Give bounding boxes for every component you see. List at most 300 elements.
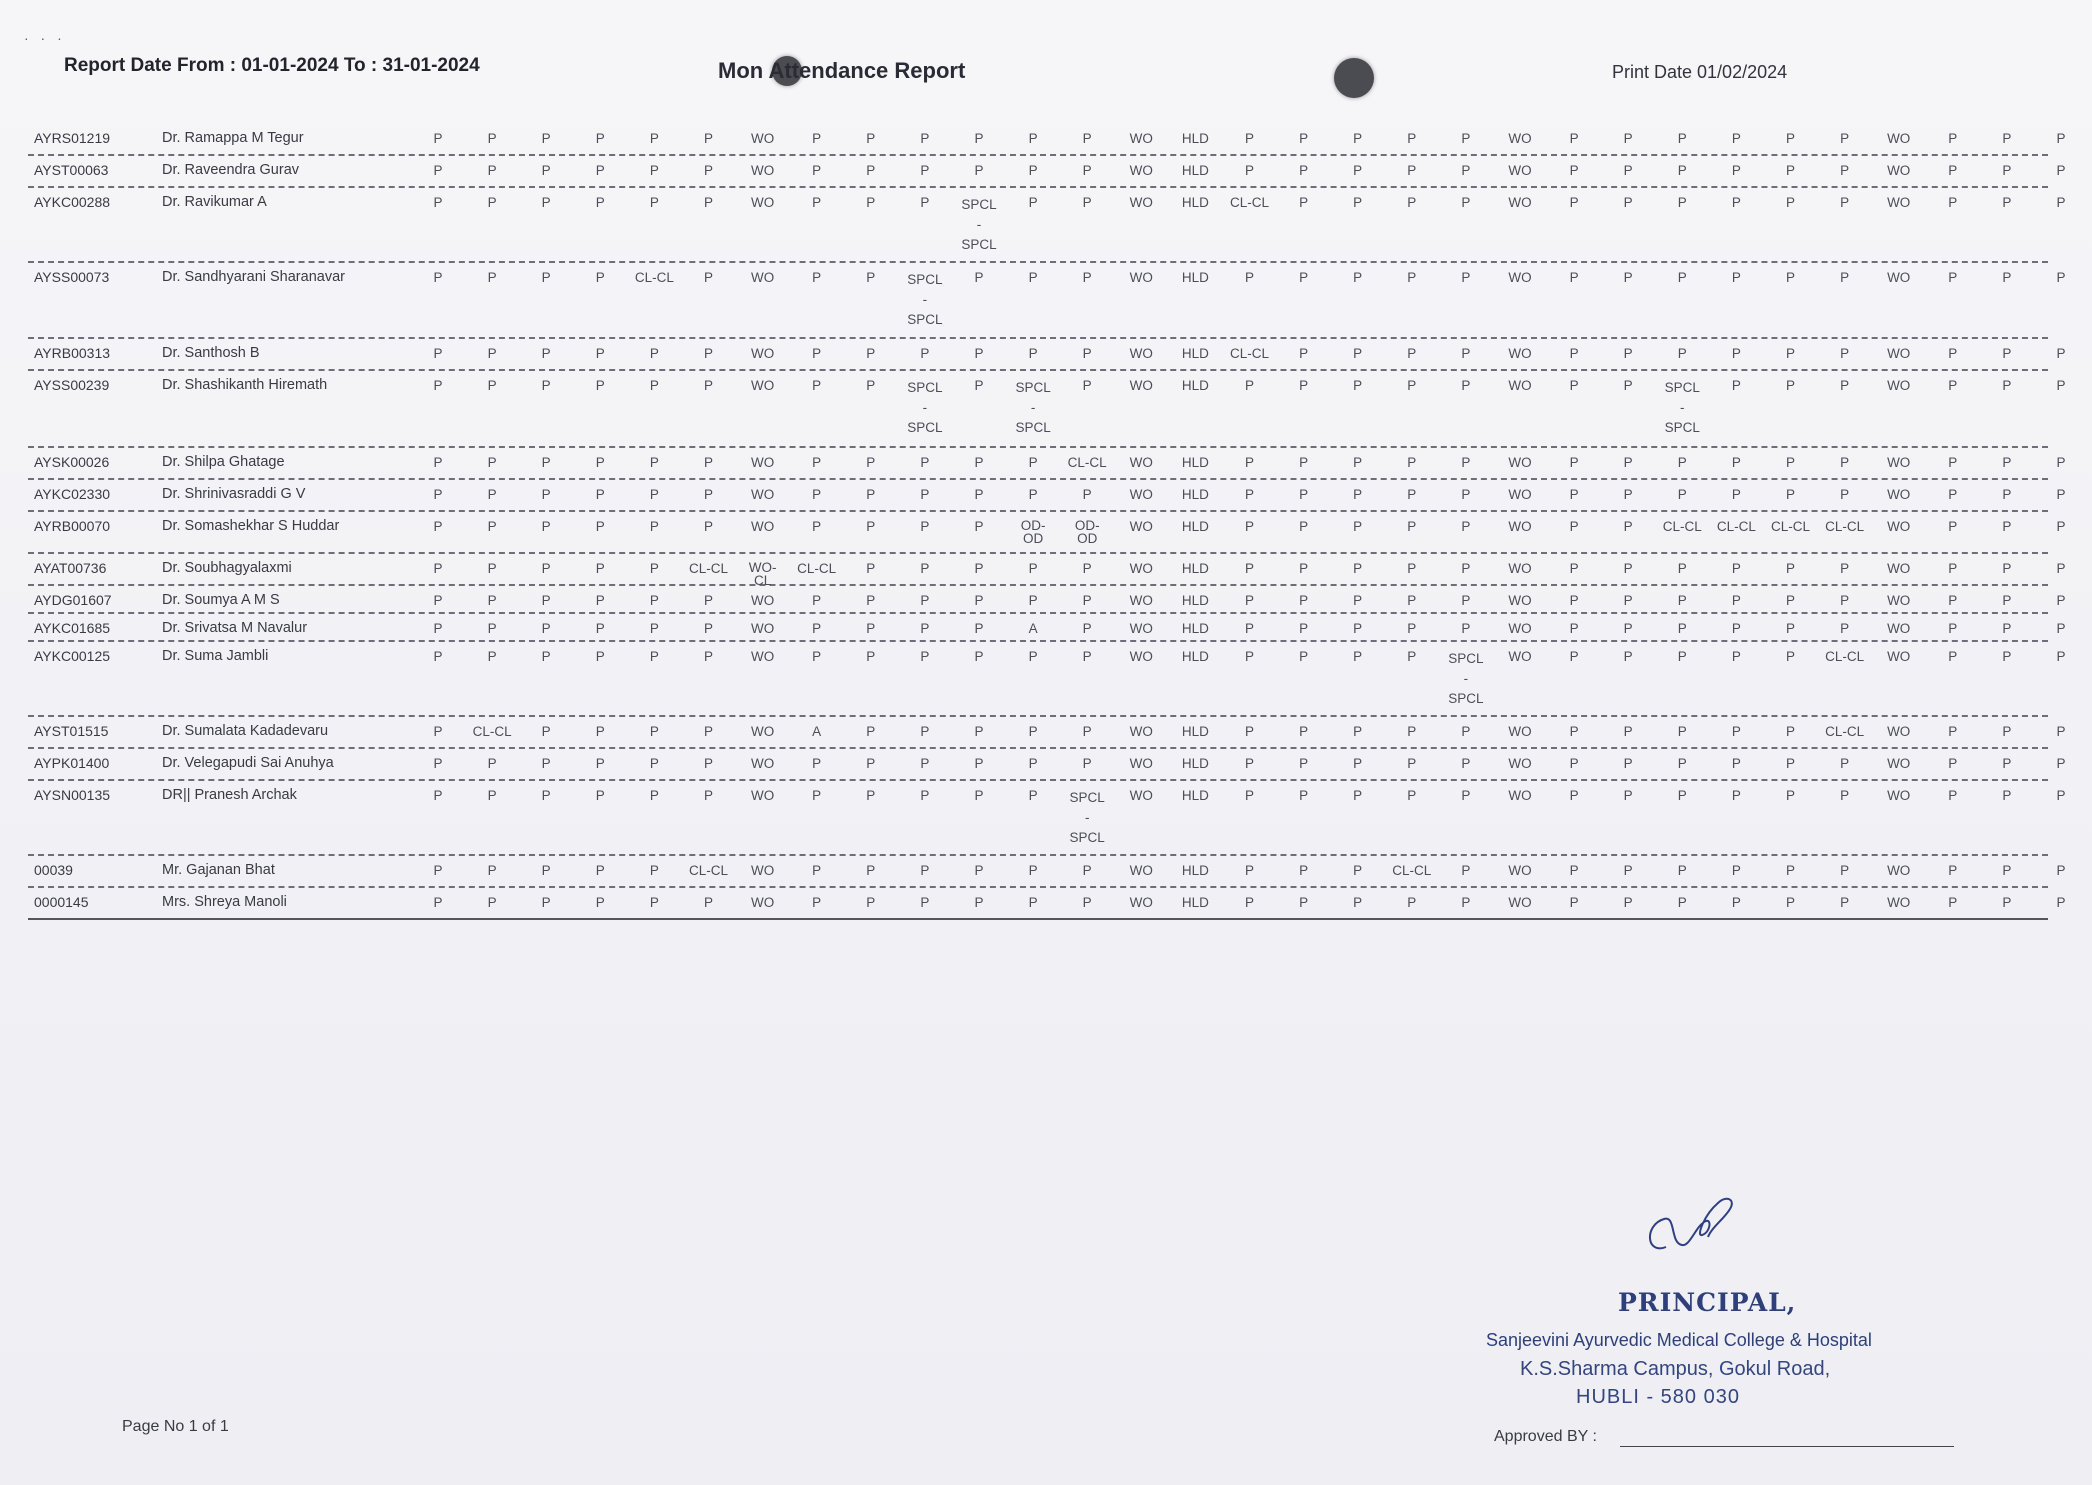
day-status-cell: P xyxy=(812,788,822,803)
day-status-cell: P xyxy=(1244,593,1254,608)
day-status-cell: P xyxy=(1948,756,1958,771)
day-status-cell: P xyxy=(1623,724,1633,739)
day-status-cell: WO xyxy=(1508,519,1532,534)
day-status-cell: P xyxy=(1461,163,1471,178)
day-status-cell: P xyxy=(1299,455,1309,470)
day-status-cell: P xyxy=(866,455,876,470)
day-status-cell: P xyxy=(1731,270,1741,285)
day-status-cell: WO xyxy=(750,163,775,178)
day-status-cell: WO xyxy=(1508,593,1532,608)
day-status-cell: P xyxy=(1407,788,1417,803)
day-status-cell: P xyxy=(2002,895,2012,910)
day-status-cell: P xyxy=(595,455,605,470)
table-row xyxy=(28,586,2066,614)
day-status-cell: P xyxy=(812,131,822,146)
employee-name: Dr. Shilpa Ghatage xyxy=(162,454,285,470)
day-status-cell: P xyxy=(1623,519,1633,534)
day-status-cell: P xyxy=(974,561,984,576)
day-status-cell: P xyxy=(1623,621,1633,636)
day-status-cell: P xyxy=(1461,519,1471,534)
employee-code: 00039 xyxy=(34,862,73,878)
day-status-cell: P xyxy=(1407,621,1417,636)
day-status-cell: P xyxy=(1299,593,1309,608)
day-status-cell: P xyxy=(1840,455,1850,470)
day-status-cell: P xyxy=(2056,270,2066,285)
day-status-cell: CL-CL xyxy=(1229,346,1269,361)
day-status-cell: P xyxy=(1353,519,1363,534)
employee-name: Dr. Sumalata Kadadevaru xyxy=(162,723,329,739)
table-row xyxy=(28,749,2066,781)
day-status-cell: WO xyxy=(1129,863,1153,878)
employee-name: DR|| Pranesh Archak xyxy=(162,787,297,803)
day-status-cell: P xyxy=(866,593,876,608)
day-status-cell: P xyxy=(1244,895,1254,910)
day-status-cell: WO xyxy=(1129,519,1153,534)
day-status-cell: WO xyxy=(1129,895,1153,910)
day-status-cell: P xyxy=(1353,131,1363,146)
day-status-cell: P xyxy=(595,487,605,502)
day-status-cell: P xyxy=(1785,163,1795,178)
day-status-cell: P xyxy=(866,863,876,878)
day-status-cell: P xyxy=(595,788,605,803)
day-status-cell: WO xyxy=(1508,863,1532,878)
day-status-cell: P xyxy=(920,561,930,576)
day-status-cell: P xyxy=(2056,895,2066,910)
day-status-cell: WO xyxy=(1129,270,1153,285)
day-status-cell: P xyxy=(2002,649,2012,664)
day-status-cell: P xyxy=(703,649,713,664)
day-status-cell: WO xyxy=(1887,131,1911,146)
day-status-cell: WO xyxy=(750,863,775,878)
day-status-cell: P xyxy=(2056,519,2066,534)
day-status-cell: CL-CL xyxy=(1229,195,1269,210)
day-status-cell: P xyxy=(1840,195,1850,210)
day-status-cell: WO xyxy=(1129,788,1153,803)
day-status-cell: P xyxy=(1731,756,1741,771)
day-status-cell: P xyxy=(703,724,713,739)
day-status-cell: WO xyxy=(1887,863,1911,878)
day-status-cell: WO xyxy=(1508,131,1532,146)
day-status-cell: P xyxy=(1028,163,1038,178)
day-status-cell: SPCL - SPCL xyxy=(907,380,943,435)
employee-code: AYSK00026 xyxy=(34,454,110,470)
day-status-cell: P xyxy=(1840,788,1850,803)
day-status-cell: P xyxy=(1840,378,1850,393)
day-status-cell: P xyxy=(487,270,497,285)
day-status-cell: P xyxy=(2056,863,2066,878)
day-status-cell: CL-CL xyxy=(1770,519,1810,534)
day-status-cell: P xyxy=(1948,593,1958,608)
day-status-cell: P xyxy=(920,756,930,771)
day-status-cell: P xyxy=(595,895,605,910)
day-status-cell: P xyxy=(1731,346,1741,361)
day-status-cell: P xyxy=(1731,163,1741,178)
day-status-cell: P xyxy=(1623,455,1633,470)
day-status-cell: CL-CL xyxy=(1392,863,1432,878)
day-status-cell: P xyxy=(974,346,984,361)
day-status-cell: P xyxy=(1731,487,1741,502)
day-status-cell: WO xyxy=(750,195,775,210)
day-status-cell: WO xyxy=(1887,788,1911,803)
day-status-cell: P xyxy=(974,378,984,393)
day-status-cell: WO xyxy=(1129,346,1153,361)
day-status-cell: P xyxy=(541,195,551,210)
day-status-cell: P xyxy=(1082,487,1092,502)
day-status-cell: P xyxy=(1353,455,1363,470)
day-status-cell: P xyxy=(974,724,984,739)
day-status-cell: P xyxy=(1731,724,1741,739)
day-status-cell: P xyxy=(812,455,822,470)
day-status-cell: P xyxy=(1677,487,1687,502)
day-status-cell: P xyxy=(1082,195,1092,210)
day-status-cell: P xyxy=(2002,593,2012,608)
day-status-cell: WO xyxy=(1887,593,1911,608)
day-status-cell: P xyxy=(1948,487,1958,502)
day-status-cell: P xyxy=(920,195,930,210)
day-status-cell: HLD xyxy=(1181,346,1209,361)
day-status-cell: P xyxy=(1244,131,1254,146)
day-status-cell: HLD xyxy=(1181,895,1209,910)
day-status-cell: P xyxy=(433,346,443,361)
day-status-cell: P xyxy=(2002,346,2012,361)
day-status-cell: CL-CL xyxy=(1067,455,1107,470)
day-status-cell: P xyxy=(866,519,876,534)
day-status-cell: SPCL - SPCL xyxy=(1448,651,1484,706)
day-status-cell: HLD xyxy=(1181,649,1209,664)
approved-by-label: Approved BY : xyxy=(1494,1428,1597,1445)
day-status-cell: P xyxy=(1299,519,1309,534)
day-status-cell: P xyxy=(1677,621,1687,636)
day-status-cell: P xyxy=(1082,724,1092,739)
day-status-cell: WO xyxy=(1129,378,1153,393)
day-status-cell: P xyxy=(1948,455,1958,470)
day-status-cell: P xyxy=(541,163,551,178)
day-status-cell: P xyxy=(866,487,876,502)
day-status-cell: P xyxy=(1028,788,1038,803)
day-status-cell: P xyxy=(1623,649,1633,664)
day-status-cell: P xyxy=(1677,131,1687,146)
day-status-cell: P xyxy=(1353,195,1363,210)
day-status-cell: P xyxy=(1299,863,1309,878)
day-status-cell: P xyxy=(2056,788,2066,803)
day-status-cell: P xyxy=(2056,163,2066,178)
day-status-cell: P xyxy=(541,649,551,664)
employee-code: AYST01515 xyxy=(34,723,109,739)
day-status-cell: P xyxy=(649,649,659,664)
day-status-cell: P xyxy=(2056,621,2066,636)
table-row xyxy=(28,888,2066,920)
day-status-cell: P xyxy=(541,346,551,361)
day-status-cell: P xyxy=(812,519,822,534)
day-status-cell: P xyxy=(595,649,605,664)
day-status-cell: P xyxy=(1407,131,1417,146)
day-status-cell: WO xyxy=(1887,724,1911,739)
day-status-cell: P xyxy=(1244,788,1254,803)
day-status-cell: P xyxy=(1299,724,1309,739)
day-status-cell: P xyxy=(1569,455,1579,470)
day-status-cell: P xyxy=(541,621,551,636)
day-status-cell: P xyxy=(2002,487,2012,502)
day-status-cell: P xyxy=(1569,487,1579,502)
day-status-cell: P xyxy=(1299,561,1309,576)
day-status-cell: P xyxy=(920,788,930,803)
employee-code: AYKC00125 xyxy=(34,648,111,664)
day-status-cell: P xyxy=(1353,346,1363,361)
day-status-cell: P xyxy=(1623,863,1633,878)
employee-name: Dr. Ramappa M Tegur xyxy=(162,130,304,146)
day-status-cell: P xyxy=(1244,270,1254,285)
day-status-cell: P xyxy=(595,593,605,608)
employee-code: AYKC01685 xyxy=(34,620,111,636)
day-status-cell: P xyxy=(812,163,822,178)
day-status-cell: P xyxy=(1299,195,1309,210)
day-status-cell: P xyxy=(433,455,443,470)
day-status-cell: HLD xyxy=(1181,163,1209,178)
day-status-cell: WO xyxy=(1508,788,1532,803)
day-status-cell: P xyxy=(1785,487,1795,502)
day-status-cell: WO xyxy=(1508,378,1532,393)
employee-name: Dr. Shrinivasraddi G V xyxy=(162,486,306,502)
day-status-cell: P xyxy=(1028,649,1038,664)
day-status-cell: P xyxy=(1785,593,1795,608)
day-status-cell: WO xyxy=(1508,195,1532,210)
day-status-cell: P xyxy=(1028,756,1038,771)
day-status-cell: P xyxy=(541,270,551,285)
day-status-cell: P xyxy=(1785,724,1795,739)
employee-code: AYRS01219 xyxy=(34,130,111,146)
day-status-cell: P xyxy=(1677,649,1687,664)
day-status-cell: WO xyxy=(1887,455,1911,470)
day-status-cell: WO xyxy=(1508,455,1532,470)
day-status-cell: P xyxy=(1569,649,1579,664)
day-status-cell: A xyxy=(1028,621,1038,636)
day-status-cell: P xyxy=(649,163,659,178)
day-status-cell: P xyxy=(1353,788,1363,803)
day-status-cell: P xyxy=(974,519,984,534)
day-status-cell: WO xyxy=(1508,163,1532,178)
employee-name: Dr. Suma Jambli xyxy=(162,648,269,664)
day-status-cell: CL-CL xyxy=(688,561,728,576)
day-status-cell: P xyxy=(1785,270,1795,285)
day-status-cell: P xyxy=(1623,895,1633,910)
day-status-cell: P xyxy=(1569,163,1579,178)
day-status-cell: P xyxy=(1569,895,1579,910)
day-status-cell: P xyxy=(541,455,551,470)
day-status-cell: WO xyxy=(1129,561,1153,576)
day-status-cell: P xyxy=(1407,346,1417,361)
day-status-cell: HLD xyxy=(1181,724,1209,739)
day-status-cell: P xyxy=(703,788,713,803)
day-status-cell: P xyxy=(2056,756,2066,771)
day-status-cell: P xyxy=(433,724,443,739)
day-status-cell: P xyxy=(1948,621,1958,636)
day-status-cell: P xyxy=(1244,756,1254,771)
day-status-cell: HLD xyxy=(1181,593,1209,608)
day-status-cell: CL-CL xyxy=(688,863,728,878)
day-status-cell: P xyxy=(1623,756,1633,771)
employee-code: AYSS00073 xyxy=(34,269,110,285)
day-status-cell: WO xyxy=(750,649,775,664)
day-status-cell: WO xyxy=(750,724,775,739)
day-status-cell: HLD xyxy=(1181,561,1209,576)
employee-name: Dr. Ravikumar A xyxy=(162,194,267,210)
day-status-cell: P xyxy=(1407,195,1417,210)
day-status-cell: WO xyxy=(1887,621,1911,636)
day-status-cell: P xyxy=(1785,895,1795,910)
employee-code: AYKC02330 xyxy=(34,486,111,502)
day-status-cell: P xyxy=(974,455,984,470)
day-status-cell: P xyxy=(1299,756,1309,771)
employee-name: Dr. Somashekhar S Huddar xyxy=(162,518,340,534)
day-status-cell: P xyxy=(433,561,443,576)
employee-code: AYST00063 xyxy=(34,162,109,178)
day-status-cell: WO xyxy=(1887,519,1911,534)
day-status-cell: P xyxy=(649,593,659,608)
day-status-cell: P xyxy=(433,863,443,878)
day-status-cell: P xyxy=(812,270,822,285)
day-status-cell: A xyxy=(812,724,822,739)
day-status-cell: SPCL - SPCL xyxy=(1069,790,1105,845)
day-status-cell: P xyxy=(812,756,822,771)
day-status-cell: P xyxy=(1623,195,1633,210)
day-status-cell: P xyxy=(1461,378,1471,393)
day-status-cell: P xyxy=(1028,724,1038,739)
day-status-cell: HLD xyxy=(1181,131,1209,146)
day-status-cell: WO xyxy=(1129,756,1153,771)
day-status-cell: P xyxy=(1569,863,1579,878)
day-status-cell: HLD xyxy=(1181,378,1209,393)
day-status-cell: WO xyxy=(1129,621,1153,636)
day-status-cell: P xyxy=(1353,863,1363,878)
day-status-cell: WO xyxy=(1508,487,1532,502)
day-status-cell: P xyxy=(1028,593,1038,608)
day-status-cell: P xyxy=(1731,863,1741,878)
day-status-cell: P xyxy=(1461,788,1471,803)
day-status-cell: P xyxy=(703,756,713,771)
day-status-cell: WO xyxy=(1508,621,1532,636)
day-status-cell: P xyxy=(1569,378,1579,393)
day-status-cell: P xyxy=(1407,649,1417,664)
day-status-cell: P xyxy=(1948,895,1958,910)
day-status-cell: WO xyxy=(1887,756,1911,771)
day-status-cell: P xyxy=(1948,346,1958,361)
day-status-cell: P xyxy=(1299,378,1309,393)
day-status-cell: P xyxy=(1353,593,1363,608)
punch-hole xyxy=(1334,58,1374,98)
day-status-cell: P xyxy=(1299,270,1309,285)
day-status-cell: P xyxy=(1244,724,1254,739)
day-status-cell: P xyxy=(974,788,984,803)
day-status-cell: P xyxy=(1840,756,1850,771)
day-status-cell: P xyxy=(1840,131,1850,146)
page-number: Page No 1 of 1 xyxy=(122,1418,229,1435)
day-status-cell: P xyxy=(866,270,876,285)
day-status-cell: P xyxy=(1948,561,1958,576)
day-status-cell: WO xyxy=(1129,649,1153,664)
day-status-cell: HLD xyxy=(1181,788,1209,803)
day-status-cell: P xyxy=(1353,561,1363,576)
day-status-cell: P xyxy=(1407,487,1417,502)
day-status-cell: P xyxy=(812,378,822,393)
day-status-cell: WO xyxy=(1129,131,1153,146)
day-status-cell: P xyxy=(487,649,497,664)
day-status-cell: P xyxy=(649,788,659,803)
day-status-cell: P xyxy=(1569,561,1579,576)
day-status-cell: P xyxy=(2002,163,2012,178)
day-status-cell: P xyxy=(595,561,605,576)
day-status-cell: P xyxy=(1623,593,1633,608)
day-status-cell: P xyxy=(2056,649,2066,664)
day-status-cell: P xyxy=(2056,487,2066,502)
day-status-cell: WO xyxy=(1887,378,1911,393)
day-status-cell: P xyxy=(433,378,443,393)
day-status-cell: P xyxy=(920,455,930,470)
day-status-cell: P xyxy=(1840,346,1850,361)
day-status-cell: P xyxy=(1353,621,1363,636)
day-status-cell: WO xyxy=(1129,724,1153,739)
day-status-cell: P xyxy=(1244,163,1254,178)
day-status-cell: P xyxy=(1569,724,1579,739)
day-status-cell: P xyxy=(974,163,984,178)
day-status-cell: P xyxy=(1082,346,1092,361)
day-status-cell: P xyxy=(812,195,822,210)
day-status-cell: P xyxy=(1461,195,1471,210)
day-status-cell: P xyxy=(1948,649,1958,664)
day-status-cell: P xyxy=(649,519,659,534)
day-status-cell: P xyxy=(974,895,984,910)
day-status-cell: P xyxy=(1461,270,1471,285)
day-status-cell: P xyxy=(1299,487,1309,502)
day-status-cell: P xyxy=(920,593,930,608)
day-status-cell: P xyxy=(1244,621,1254,636)
day-status-cell: P xyxy=(541,487,551,502)
day-status-cell: P xyxy=(1785,346,1795,361)
day-status-cell: P xyxy=(595,724,605,739)
day-status-cell: P xyxy=(1461,863,1471,878)
day-status-cell: P xyxy=(1785,649,1795,664)
employee-name: Dr. Shashikanth Hiremath xyxy=(162,377,328,393)
day-status-cell: P xyxy=(1731,649,1741,664)
day-status-cell: P xyxy=(2002,788,2012,803)
day-status-cell: HLD xyxy=(1181,756,1209,771)
day-status-cell: HLD xyxy=(1181,519,1209,534)
table-row xyxy=(28,717,2066,749)
day-status-cell: WO- CL xyxy=(748,560,777,588)
day-status-cell: P xyxy=(1677,863,1687,878)
day-status-cell: WO xyxy=(750,756,775,771)
day-status-cell: P xyxy=(703,131,713,146)
day-status-cell: P xyxy=(2056,455,2066,470)
day-status-cell: P xyxy=(595,621,605,636)
table-row xyxy=(28,554,2066,588)
day-status-cell: P xyxy=(2002,131,2012,146)
day-status-cell: P xyxy=(920,863,930,878)
day-status-cell: P xyxy=(812,346,822,361)
day-status-cell: WO xyxy=(750,487,775,502)
day-status-cell: P xyxy=(1840,863,1850,878)
day-status-cell: P xyxy=(487,163,497,178)
day-status-cell: P xyxy=(1948,163,1958,178)
day-status-cell: P xyxy=(1244,519,1254,534)
day-status-cell: P xyxy=(595,270,605,285)
day-status-cell: P xyxy=(1785,788,1795,803)
day-status-cell: P xyxy=(1407,724,1417,739)
day-status-cell: P xyxy=(920,163,930,178)
day-status-cell: WO xyxy=(1887,346,1911,361)
day-status-cell: P xyxy=(703,163,713,178)
day-status-cell: P xyxy=(2002,195,2012,210)
day-status-cell: P xyxy=(1569,131,1579,146)
